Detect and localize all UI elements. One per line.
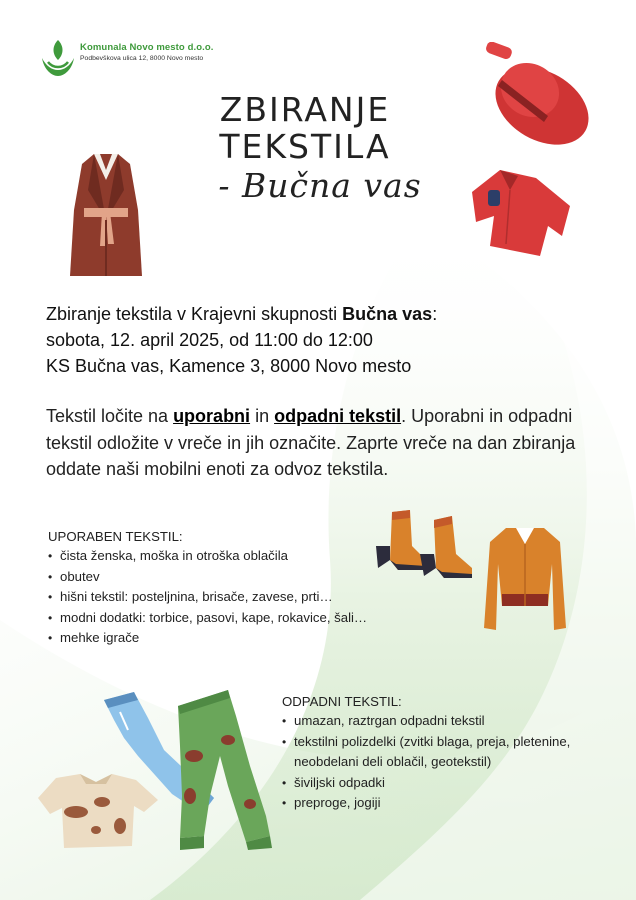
title-line-3: - Bučna vas bbox=[218, 166, 422, 205]
red-shirt-icon bbox=[470, 166, 574, 260]
para-part-1: Tekstil ločite na bbox=[46, 406, 174, 426]
usable-heading: UPORABEN TEKSTIL: bbox=[48, 529, 183, 544]
recycle-logo-icon bbox=[38, 38, 78, 80]
company-address: Podbevškova ulica 12, 8000 Novo mesto bbox=[80, 55, 204, 62]
dirty-tshirt-icon bbox=[36, 772, 160, 850]
para-bold-waste: odpadni tekstil bbox=[274, 406, 402, 426]
usable-item: • hišni tekstil: posteljnina, brisače, zavese, prti… bbox=[48, 587, 367, 608]
usable-list bbox=[48, 546, 367, 649]
para-part-3: . Uporabni in odpadni tekstil odložite v vreče in jih označite. Zaprte vreče na dan zbiranja oddate naši mobilni enoti za odvoz tekstila. bbox=[46, 406, 576, 479]
coat-icon bbox=[66, 150, 146, 282]
waste-item: • šiviljski odpadki bbox=[282, 773, 624, 794]
boots-icon bbox=[368, 506, 478, 586]
title-line-1: ZBIRANJE bbox=[219, 90, 391, 129]
waste-item: • preproge, jogiji bbox=[282, 793, 624, 814]
event-date-line: sobota, 12. april 2025, od 11:00 do 12:00 bbox=[46, 330, 373, 350]
title-line-2: TEKSTILA bbox=[219, 127, 391, 166]
dirty-pants-icon bbox=[170, 686, 276, 850]
company-name: Komunala Novo mesto d.o.o. bbox=[80, 42, 214, 53]
usable-item: • obutev bbox=[48, 567, 367, 588]
waste-list bbox=[282, 711, 624, 814]
waste-item: • umazan, raztrgan odpadni tekstil bbox=[282, 711, 624, 732]
usable-item: • čista ženska, moška in otroška oblačila bbox=[48, 546, 367, 567]
orange-jacket-icon bbox=[482, 524, 568, 634]
usable-item: • modni dodatki: torbice, pasovi, kape, rokavice, šali… bbox=[48, 608, 367, 629]
waste-heading: ODPADNI TEKSTIL: bbox=[282, 694, 402, 709]
event-line-1-prefix: Zbiranje tekstila v Krajevni skupnosti bbox=[46, 304, 343, 324]
usable-item: • mehke igrače bbox=[48, 628, 367, 649]
para-part-2: in bbox=[250, 406, 275, 426]
waste-item: • tekstilni polizdelki (zvitki blaga, preja, pletenine, neobdelani deli oblačil, geotekstil) bbox=[282, 732, 624, 773]
para-bold-usable: uporabni bbox=[173, 406, 251, 426]
event-location-line bbox=[46, 301, 437, 327]
event-line-1-suffix: : bbox=[432, 304, 438, 324]
instructions-paragraph bbox=[46, 403, 591, 483]
event-address-line: KS Bučna vas, Kamence 3, 8000 Novo mesto bbox=[46, 356, 412, 376]
red-hat-icon bbox=[478, 42, 592, 154]
event-place: Bučna vas bbox=[342, 304, 433, 324]
